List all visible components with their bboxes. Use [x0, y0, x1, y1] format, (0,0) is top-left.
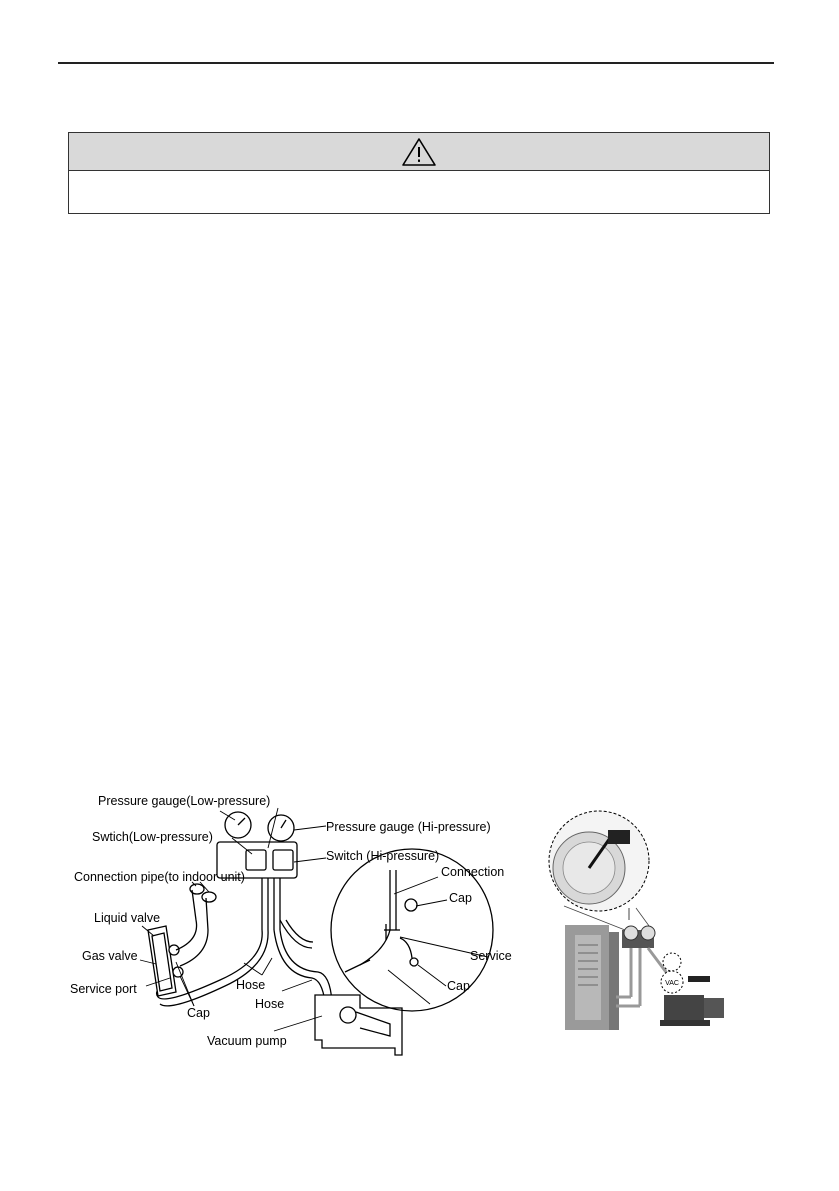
vacuum-connection-figure [60, 790, 780, 1080]
warning-header [69, 133, 769, 171]
label-vacuum-pump: Vacuum pump [207, 1034, 287, 1048]
warning-body [69, 171, 769, 214]
label-hose-2: Hose [255, 997, 285, 1011]
label-cap-top: Cap [449, 891, 472, 905]
warning-box [68, 132, 770, 214]
warning-triangle-icon [401, 137, 437, 167]
label-pressure-gauge-low: Pressure gauge(Low-pressure) [98, 794, 271, 808]
label-hose-1: Hose [236, 978, 266, 992]
label-gas-valve: Gas valve [82, 949, 138, 963]
label-connection-pipe: Connection pipe(to indoor unit) [74, 870, 245, 884]
header-rule [58, 62, 774, 64]
label-cap-bottom: Cap [447, 979, 470, 993]
label-service: Service [470, 949, 512, 963]
label-cap-left: Cap [187, 1006, 210, 1020]
label-switch-hi: Switch (Hi-pressure) [326, 849, 440, 863]
label-service-port: Service port [70, 982, 137, 996]
label-connection: Connection [441, 865, 505, 879]
vacuum-photo [549, 811, 724, 1030]
vac-label: VAC [665, 980, 679, 987]
label-liquid-valve: Liquid valve [94, 911, 161, 925]
label-pressure-gauge-hi: Pressure gauge (Hi-pressure) [326, 820, 491, 834]
label-switch-low: Swtich(Low-pressure) [92, 830, 213, 844]
